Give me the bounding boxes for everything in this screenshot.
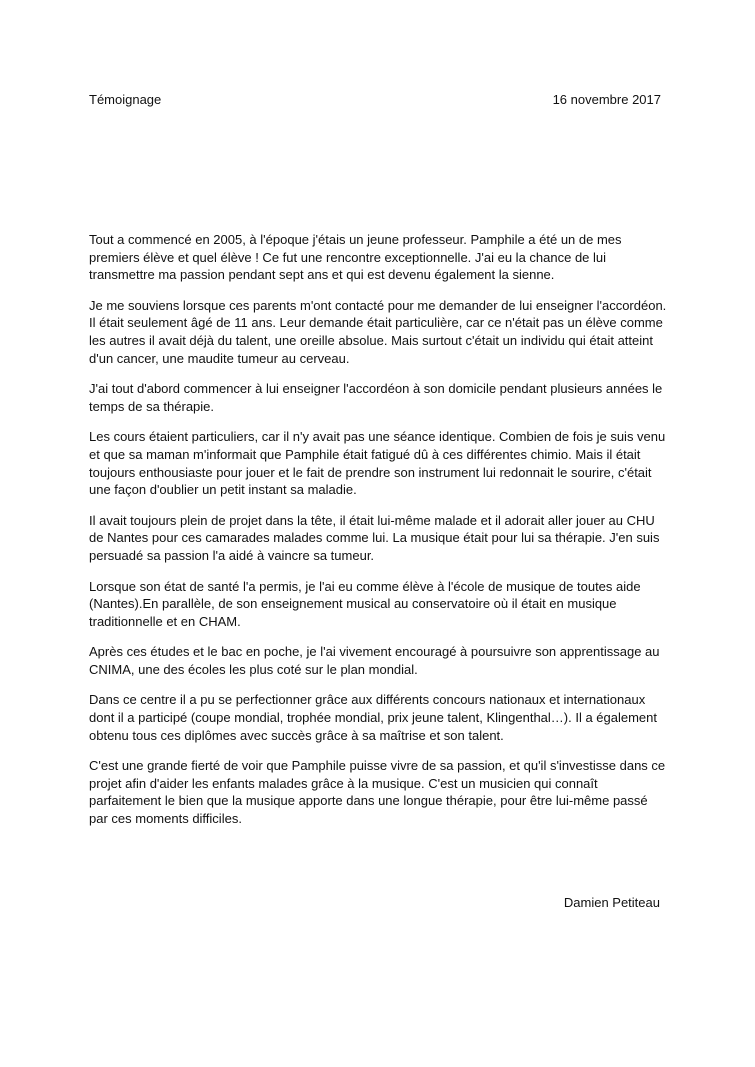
- paragraph: J'ai tout d'abord commencer à lui enseigner l'accordéon à son domicile pendant plusieurs années le temps de sa thérapie.: [89, 381, 663, 414]
- paragraph: Les cours étaient particuliers, car il n'y avait pas une séance identique. Combien de fois je suis venu et que sa maman m'informait que Pamphile était fatigué dû à ces différentes chimio. Mais il était toujours enthousiaste pour jouer et le fait de prendre son instrument lui redonnait le sourire, c'était une façon d'oublier un petit instant sa maladie.: [89, 429, 666, 498]
- paragraph: Je me souviens lorsque ces parents m'ont contacté pour me demander de lui enseigner l'accordéon. Il était seulement âgé de 11 ans. Leur demande était particulière, car ce n'était pas un élève comme les autres il avait déjà du talent, une oreille absolue. Mais surtout c'était un individu qui était atteint d'un cancer, une maudite tumeur au cerveau.: [89, 297, 667, 366]
- paragraph: C'est une grande fierté de voir que Pamphile puisse vivre de sa passion, et qu'il s'investisse dans ce projet afin d'aider les enfants malades grâce à la musique. C'est un musicien qui connaît parfaitement le bien que la musique apporte dans une longue thérapie, pour être lui-même passé par ces moments difficiles.: [89, 758, 666, 827]
- document-date: 16 novembre 2017: [552, 92, 661, 107]
- paragraph: Lorsque son état de santé l'a permis, je l'ai eu comme élève à l'école de musique de toutes aide (Nantes).En parallèle, de son enseignement musical au conservatoire où il était en musique traditionnelle et en CHAM.: [89, 578, 641, 629]
- paragraph: Après ces études et le bac en poche, je l'ai vivement encouragé à poursuivre son apprentissage au CNIMA, une des écoles les plus coté sur le plan mondial.: [89, 644, 660, 677]
- paragraph: Tout a commencé en 2005, à l'époque j'étais un jeune professeur. Pamphile a été un de mes premiers élève et quel élève ! Ce fut une rencontre exceptionnelle. J'ai eu la chance de lui transmettre ma passion pendant sept ans et qui est devenu également la sienne.: [89, 232, 622, 283]
- document-title: Témoignage: [89, 92, 162, 107]
- signature: Damien Petiteau: [563, 895, 660, 910]
- paragraph: Dans ce centre il a pu se perfectionner grâce aux différents concours nationaux et internationaux dont il a participé (coupe mondial, trophée mondial, prix jeune talent, Klingenthal…). Il a également obtenu tous ces diplômes avec succès grâce à sa maîtrise et son talent.: [89, 692, 658, 743]
- letter-body: [89, 231, 669, 841]
- paragraph: Il avait toujours plein de projet dans la tête, il était lui-même malade et il adorait aller jouer au CHU de Nantes pour ces camarades malades comme lui. La musique était pour lui sa thérapie. J'en suis persuadé sa passion l'a aidé à vaincre sa tumeur.: [89, 512, 660, 563]
